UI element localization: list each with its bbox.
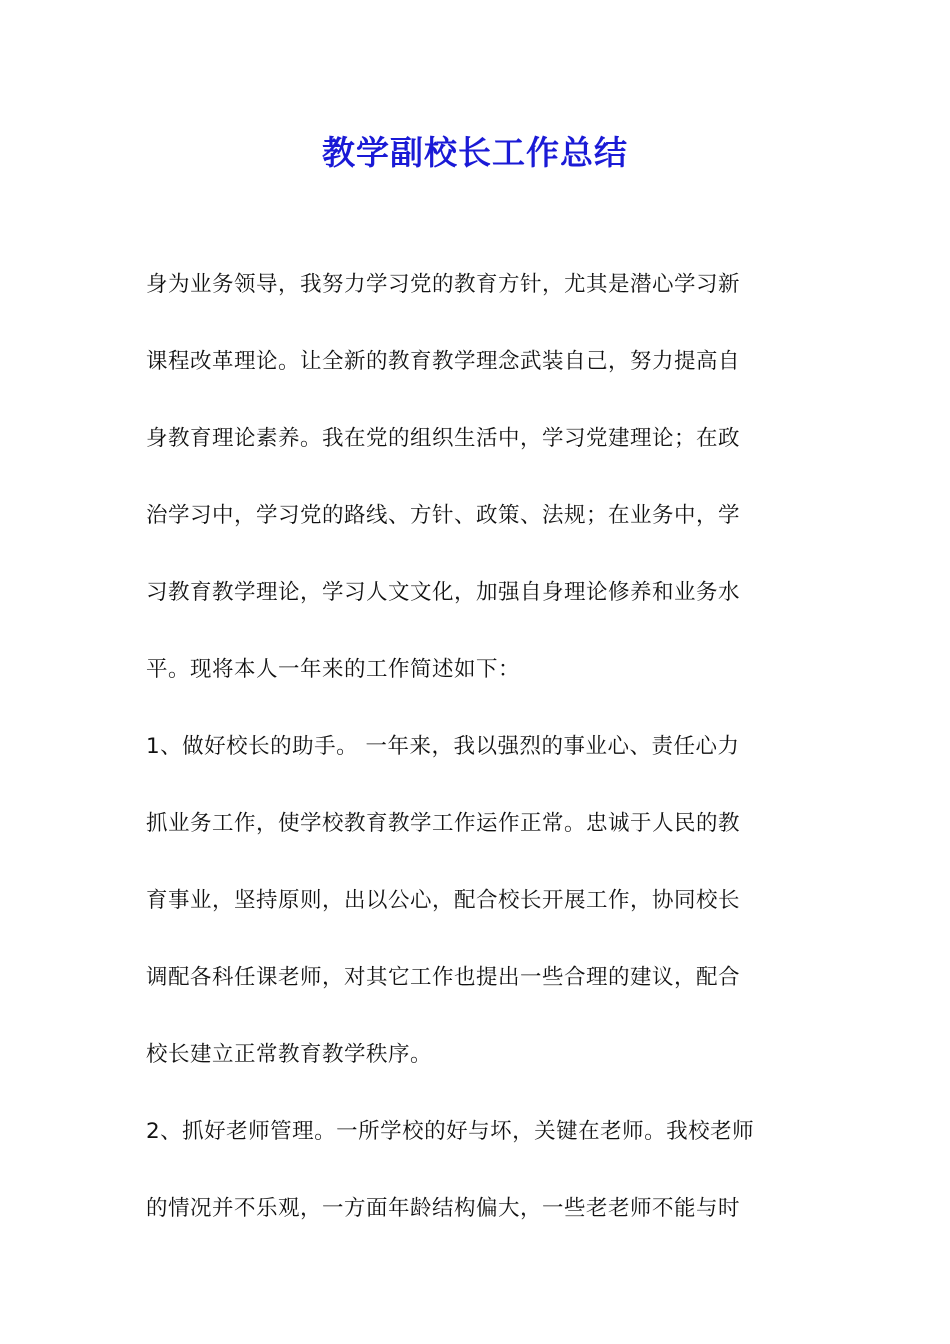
text-line: 1、做好校长的助手。 一年来，我以强烈的事业心、责任心力 xyxy=(146,734,740,759)
text-line: 习教育教学理论，学习人文文化，加强自身理论修养和业务水 xyxy=(146,580,741,605)
text-line: 调配各科任课老师，对其它工作也提出一些合理的建议，配合 xyxy=(146,965,741,990)
text-line: 课程改革理论。让全新的教育教学理念武装自己，努力提高自 xyxy=(146,349,741,374)
text-line: 的情况并不乐观，一方面年龄结构偏大，一些老老师不能与时 xyxy=(146,1196,741,1221)
text-line: 身为业务领导，我努力学习党的教育方针，尤其是潜心学习新 xyxy=(146,272,741,297)
text-line: 育事业，坚持原则，出以公心，配合校长开展工作，协同校长 xyxy=(146,888,741,913)
text-line: 校长建立正常教育教学秩序。 xyxy=(146,1042,433,1067)
text-line: 平。现将本人一年来的工作简述如下： xyxy=(146,657,521,682)
text-line: 治学习中，学习党的路线、方针、政策、法规；在业务中，学 xyxy=(146,503,741,528)
document-body xyxy=(146,262,806,1263)
text-line: 身教育理论素养。我在党的组织生活中，学习党建理论；在政 xyxy=(146,426,741,451)
text-line: 2、抓好老师管理。一所学校的好与坏，关键在老师。我校老师 xyxy=(146,1119,755,1144)
document-title: 教学副校长工作总结 xyxy=(322,133,628,172)
text-line: 抓业务工作，使学校教育教学工作运作正常。忠诚于人民的教 xyxy=(146,811,741,836)
